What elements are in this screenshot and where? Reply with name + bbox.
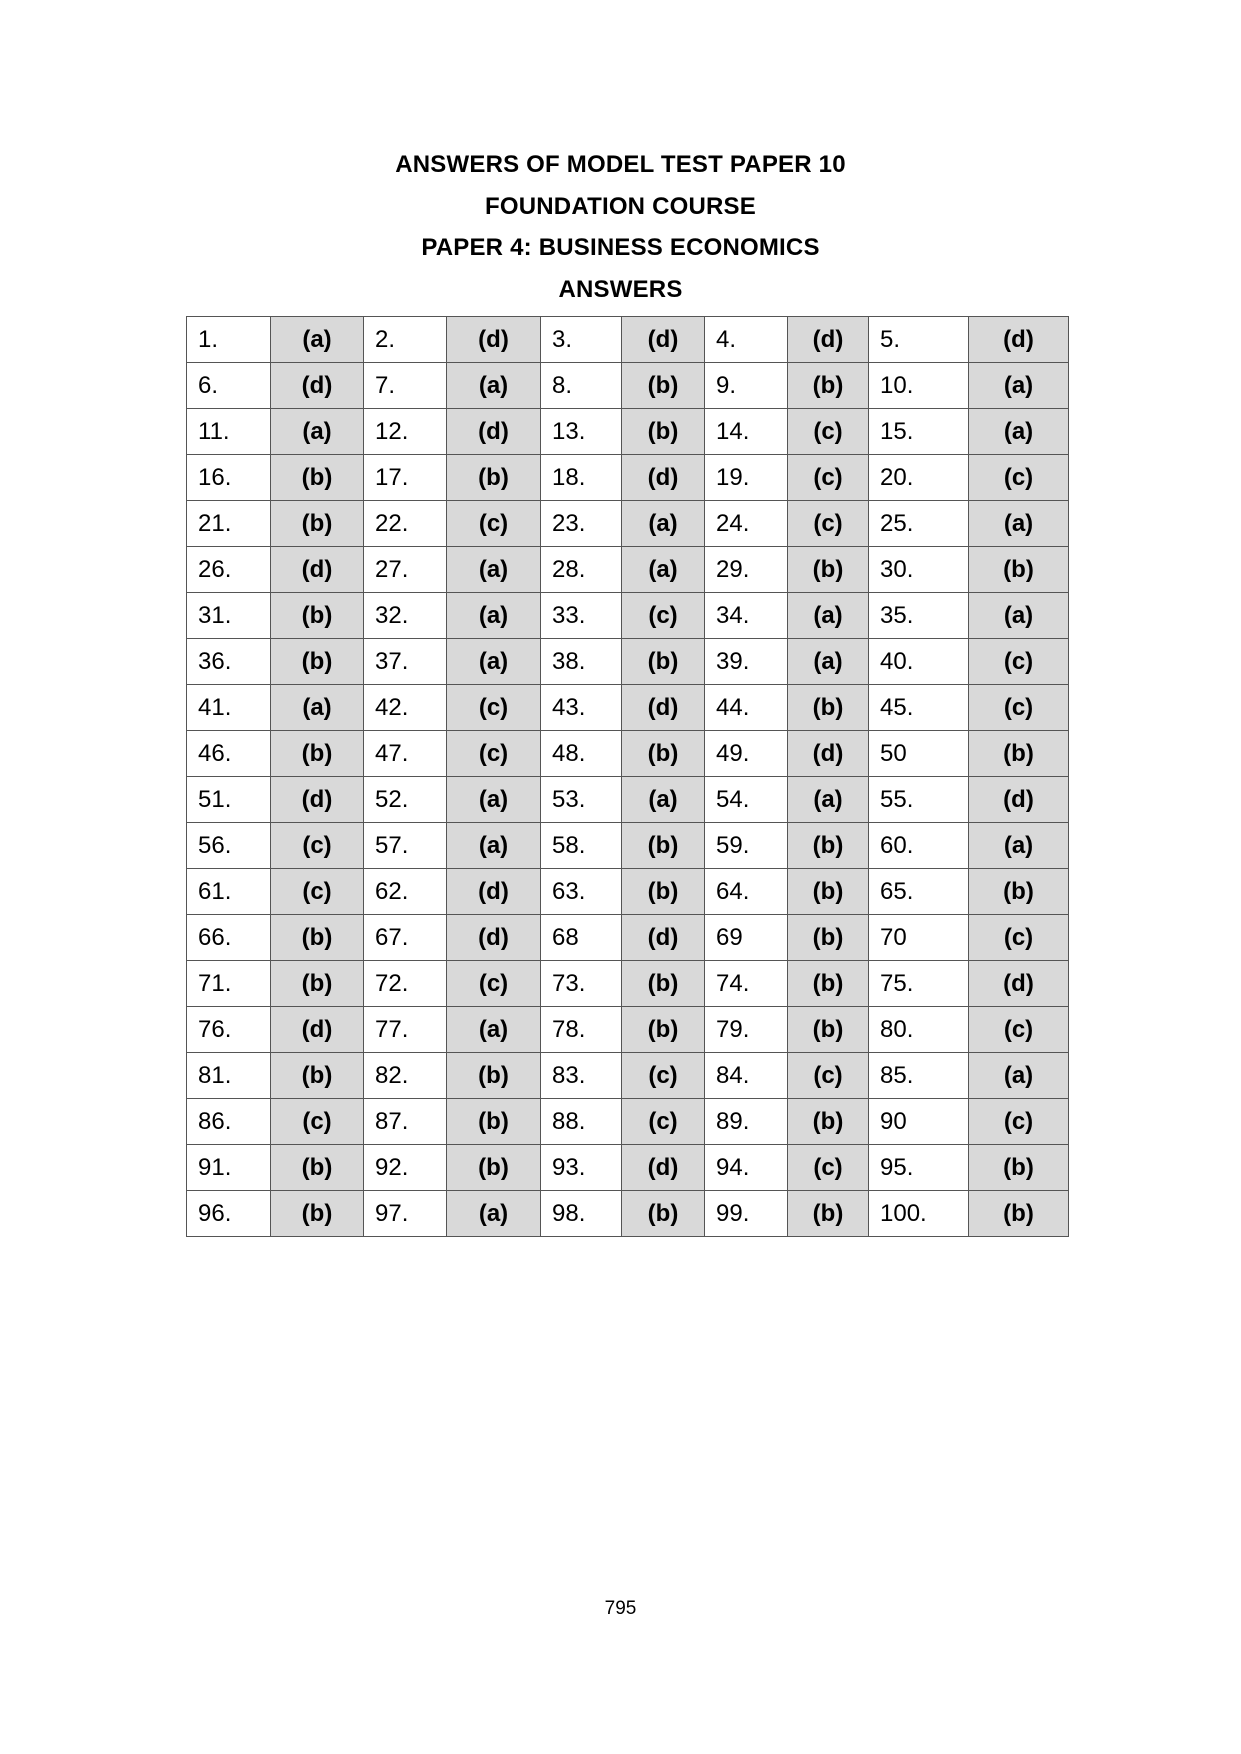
- answer-option-cell: (b): [271, 455, 364, 501]
- question-number-cell: 100.: [869, 1191, 969, 1237]
- question-number-cell: 22.: [364, 501, 447, 547]
- answer-option-cell: (c): [447, 961, 541, 1007]
- question-number-cell: 57.: [364, 823, 447, 869]
- answer-option-cell: (c): [271, 1099, 364, 1145]
- answer-option-cell: (c): [969, 639, 1069, 685]
- question-number-cell: 79.: [705, 1007, 788, 1053]
- answer-option-cell: (c): [969, 455, 1069, 501]
- question-number-cell: 64.: [705, 869, 788, 915]
- question-number-cell: 94.: [705, 1145, 788, 1191]
- answer-option-cell: (d): [447, 869, 541, 915]
- question-number-cell: 77.: [364, 1007, 447, 1053]
- answer-option-cell: (a): [622, 501, 705, 547]
- document-title: ANSWERS OF MODEL TEST PAPER 10: [395, 151, 846, 178]
- question-number-cell: 42.: [364, 685, 447, 731]
- question-number-cell: 68: [541, 915, 622, 961]
- question-number-cell: 7.: [364, 363, 447, 409]
- question-number-cell: 27.: [364, 547, 447, 593]
- question-number-cell: 14.: [705, 409, 788, 455]
- question-number-cell: 71.: [187, 961, 271, 1007]
- question-number-cell: 33.: [541, 593, 622, 639]
- question-number-cell: 53.: [541, 777, 622, 823]
- question-number-cell: 88.: [541, 1099, 622, 1145]
- question-number-cell: 85.: [869, 1053, 969, 1099]
- question-number-cell: 69: [705, 915, 788, 961]
- answer-option-cell: (b): [788, 1191, 869, 1237]
- question-number-cell: 66.: [187, 915, 271, 961]
- answer-option-cell: (d): [447, 409, 541, 455]
- table-row: [187, 363, 1069, 409]
- question-number-cell: 1.: [187, 317, 271, 363]
- answer-option-cell: (b): [271, 731, 364, 777]
- answer-option-cell: (a): [447, 593, 541, 639]
- question-number-cell: 37.: [364, 639, 447, 685]
- table-row: [187, 639, 1069, 685]
- question-number-cell: 80.: [869, 1007, 969, 1053]
- question-number-cell: 10.: [869, 363, 969, 409]
- answer-option-cell: (b): [447, 1053, 541, 1099]
- answer-option-cell: (c): [271, 869, 364, 915]
- answer-option-cell: (d): [271, 547, 364, 593]
- table-row: [187, 823, 1069, 869]
- question-number-cell: 5.: [869, 317, 969, 363]
- answer-option-cell: (b): [622, 869, 705, 915]
- answer-option-cell: (d): [271, 363, 364, 409]
- answer-option-cell: (a): [622, 547, 705, 593]
- answer-option-cell: (b): [788, 869, 869, 915]
- question-number-cell: 31.: [187, 593, 271, 639]
- answer-option-cell: (b): [969, 869, 1069, 915]
- question-number-cell: 93.: [541, 1145, 622, 1191]
- table-row: [187, 731, 1069, 777]
- question-number-cell: 65.: [869, 869, 969, 915]
- question-number-cell: 56.: [187, 823, 271, 869]
- answer-option-cell: (a): [447, 1007, 541, 1053]
- answer-option-cell: (a): [271, 409, 364, 455]
- answer-option-cell: (d): [271, 1007, 364, 1053]
- answer-option-cell: (a): [969, 501, 1069, 547]
- table-row: [187, 777, 1069, 823]
- answer-option-cell: (a): [271, 685, 364, 731]
- answer-option-cell: (b): [622, 1191, 705, 1237]
- question-number-cell: 75.: [869, 961, 969, 1007]
- table-row: [187, 1007, 1069, 1053]
- answer-option-cell: (c): [969, 1099, 1069, 1145]
- answer-option-cell: (b): [622, 1007, 705, 1053]
- question-number-cell: 60.: [869, 823, 969, 869]
- question-number-cell: 20.: [869, 455, 969, 501]
- answer-option-cell: (b): [969, 731, 1069, 777]
- table-row: [187, 685, 1069, 731]
- question-number-cell: 92.: [364, 1145, 447, 1191]
- question-number-cell: 54.: [705, 777, 788, 823]
- answer-option-cell: (d): [447, 915, 541, 961]
- answer-option-cell: (c): [447, 685, 541, 731]
- answer-option-cell: (c): [969, 685, 1069, 731]
- answer-option-cell: (a): [447, 639, 541, 685]
- question-number-cell: 36.: [187, 639, 271, 685]
- question-number-cell: 45.: [869, 685, 969, 731]
- question-number-cell: 4.: [705, 317, 788, 363]
- answer-option-cell: (b): [622, 363, 705, 409]
- question-number-cell: 81.: [187, 1053, 271, 1099]
- question-number-cell: 19.: [705, 455, 788, 501]
- answer-option-cell: (a): [447, 1191, 541, 1237]
- question-number-cell: 72.: [364, 961, 447, 1007]
- answer-option-cell: (b): [271, 501, 364, 547]
- answer-option-cell: (d): [969, 317, 1069, 363]
- answer-option-cell: (d): [271, 777, 364, 823]
- question-number-cell: 23.: [541, 501, 622, 547]
- answer-option-cell: (b): [622, 639, 705, 685]
- answer-option-cell: (d): [788, 731, 869, 777]
- question-number-cell: 21.: [187, 501, 271, 547]
- answer-option-cell: (b): [622, 731, 705, 777]
- answer-option-cell: (d): [447, 317, 541, 363]
- table-row: [187, 1191, 1069, 1237]
- question-number-cell: 62.: [364, 869, 447, 915]
- question-number-cell: 82.: [364, 1053, 447, 1099]
- course-name: FOUNDATION COURSE: [485, 193, 756, 220]
- answer-option-cell: (b): [788, 685, 869, 731]
- answer-option-cell: (b): [271, 1145, 364, 1191]
- question-number-cell: 25.: [869, 501, 969, 547]
- answer-option-cell: (d): [622, 685, 705, 731]
- answer-option-cell: (b): [788, 915, 869, 961]
- answer-option-cell: (a): [271, 317, 364, 363]
- answer-option-cell: (a): [788, 777, 869, 823]
- question-number-cell: 30.: [869, 547, 969, 593]
- answer-option-cell: (b): [271, 1053, 364, 1099]
- question-number-cell: 44.: [705, 685, 788, 731]
- question-number-cell: 87.: [364, 1099, 447, 1145]
- question-number-cell: 29.: [705, 547, 788, 593]
- question-number-cell: 28.: [541, 547, 622, 593]
- answer-option-cell: (a): [447, 363, 541, 409]
- question-number-cell: 67.: [364, 915, 447, 961]
- question-number-cell: 9.: [705, 363, 788, 409]
- answer-option-cell: (c): [447, 731, 541, 777]
- question-number-cell: 16.: [187, 455, 271, 501]
- answer-option-cell: (c): [622, 593, 705, 639]
- question-number-cell: 84.: [705, 1053, 788, 1099]
- table-row: [187, 593, 1069, 639]
- question-number-cell: 96.: [187, 1191, 271, 1237]
- answer-option-cell: (b): [622, 961, 705, 1007]
- question-number-cell: 55.: [869, 777, 969, 823]
- answer-option-cell: (c): [447, 501, 541, 547]
- answer-option-cell: (c): [788, 501, 869, 547]
- question-number-cell: 74.: [705, 961, 788, 1007]
- question-number-cell: 11.: [187, 409, 271, 455]
- table-row: [187, 961, 1069, 1007]
- answer-option-cell: (b): [622, 409, 705, 455]
- table-row: [187, 409, 1069, 455]
- answer-option-cell: (b): [788, 1099, 869, 1145]
- answer-option-cell: (b): [447, 1099, 541, 1145]
- answer-option-cell: (a): [622, 777, 705, 823]
- table-row: [187, 1099, 1069, 1145]
- answer-option-cell: (a): [969, 593, 1069, 639]
- answer-option-cell: (c): [788, 1053, 869, 1099]
- answer-option-cell: (b): [969, 1191, 1069, 1237]
- answer-option-cell: (b): [622, 823, 705, 869]
- answer-option-cell: (b): [788, 823, 869, 869]
- question-number-cell: 50: [869, 731, 969, 777]
- question-number-cell: 24.: [705, 501, 788, 547]
- answer-option-cell: (d): [969, 777, 1069, 823]
- answer-option-cell: (a): [447, 823, 541, 869]
- question-number-cell: 70: [869, 915, 969, 961]
- question-number-cell: 63.: [541, 869, 622, 915]
- question-number-cell: 34.: [705, 593, 788, 639]
- question-number-cell: 35.: [869, 593, 969, 639]
- table-row: [187, 317, 1069, 363]
- answer-option-cell: (b): [788, 547, 869, 593]
- answer-option-cell: (c): [622, 1053, 705, 1099]
- answer-option-cell: (a): [969, 363, 1069, 409]
- question-number-cell: 86.: [187, 1099, 271, 1145]
- table-row: [187, 501, 1069, 547]
- table-row: [187, 547, 1069, 593]
- question-number-cell: 3.: [541, 317, 622, 363]
- answer-option-cell: (c): [969, 915, 1069, 961]
- answer-option-cell: (d): [622, 317, 705, 363]
- answer-option-cell: (c): [622, 1099, 705, 1145]
- answer-option-cell: (b): [271, 593, 364, 639]
- question-number-cell: 32.: [364, 593, 447, 639]
- answer-option-cell: (a): [447, 547, 541, 593]
- answer-option-cell: (c): [788, 455, 869, 501]
- answer-option-cell: (b): [788, 961, 869, 1007]
- answer-option-cell: (a): [969, 409, 1069, 455]
- question-number-cell: 6.: [187, 363, 271, 409]
- question-number-cell: 47.: [364, 731, 447, 777]
- table-row: [187, 869, 1069, 915]
- question-number-cell: 58.: [541, 823, 622, 869]
- question-number-cell: 51.: [187, 777, 271, 823]
- question-number-cell: 76.: [187, 1007, 271, 1053]
- question-number-cell: 15.: [869, 409, 969, 455]
- answer-option-cell: (d): [969, 961, 1069, 1007]
- answer-option-cell: (a): [447, 777, 541, 823]
- question-number-cell: 12.: [364, 409, 447, 455]
- answer-option-cell: (d): [622, 1145, 705, 1191]
- table-row: [187, 915, 1069, 961]
- answer-option-cell: (b): [969, 1145, 1069, 1191]
- answer-option-cell: (b): [447, 1145, 541, 1191]
- question-number-cell: 59.: [705, 823, 788, 869]
- answer-option-cell: (c): [969, 1007, 1069, 1053]
- question-number-cell: 40.: [869, 639, 969, 685]
- question-number-cell: 26.: [187, 547, 271, 593]
- question-number-cell: 73.: [541, 961, 622, 1007]
- page-number: 795: [604, 1598, 637, 1619]
- question-number-cell: 13.: [541, 409, 622, 455]
- question-number-cell: 41.: [187, 685, 271, 731]
- question-number-cell: 38.: [541, 639, 622, 685]
- answer-option-cell: (c): [788, 409, 869, 455]
- question-number-cell: 95.: [869, 1145, 969, 1191]
- answer-option-cell: (a): [969, 823, 1069, 869]
- question-number-cell: 89.: [705, 1099, 788, 1145]
- question-number-cell: 2.: [364, 317, 447, 363]
- answer-option-cell: (b): [271, 1191, 364, 1237]
- answer-option-cell: (a): [788, 593, 869, 639]
- question-number-cell: 91.: [187, 1145, 271, 1191]
- question-number-cell: 99.: [705, 1191, 788, 1237]
- answer-option-cell: (b): [447, 455, 541, 501]
- answer-option-cell: (b): [969, 547, 1069, 593]
- question-number-cell: 8.: [541, 363, 622, 409]
- question-number-cell: 39.: [705, 639, 788, 685]
- answer-option-cell: (c): [271, 823, 364, 869]
- question-number-cell: 97.: [364, 1191, 447, 1237]
- question-number-cell: 17.: [364, 455, 447, 501]
- answer-option-cell: (d): [622, 455, 705, 501]
- question-number-cell: 78.: [541, 1007, 622, 1053]
- question-number-cell: 61.: [187, 869, 271, 915]
- answer-option-cell: (a): [969, 1053, 1069, 1099]
- question-number-cell: 90: [869, 1099, 969, 1145]
- table-row: [187, 455, 1069, 501]
- table-row: [187, 1145, 1069, 1191]
- answer-option-cell: (d): [788, 317, 869, 363]
- question-number-cell: 52.: [364, 777, 447, 823]
- answer-table-body: [187, 317, 1069, 1237]
- table-row: [187, 1053, 1069, 1099]
- answer-option-cell: (b): [271, 639, 364, 685]
- question-number-cell: 43.: [541, 685, 622, 731]
- answer-key-table: [186, 316, 1069, 1237]
- answer-option-cell: (b): [271, 915, 364, 961]
- answer-option-cell: (b): [788, 363, 869, 409]
- answer-option-cell: (b): [788, 1007, 869, 1053]
- paper-name: PAPER 4: BUSINESS ECONOMICS: [421, 234, 820, 261]
- question-number-cell: 83.: [541, 1053, 622, 1099]
- question-number-cell: 18.: [541, 455, 622, 501]
- answer-option-cell: (b): [271, 961, 364, 1007]
- question-number-cell: 98.: [541, 1191, 622, 1237]
- answer-option-cell: (c): [788, 1145, 869, 1191]
- section-heading: ANSWERS: [558, 276, 683, 303]
- question-number-cell: 48.: [541, 731, 622, 777]
- question-number-cell: 46.: [187, 731, 271, 777]
- question-number-cell: 49.: [705, 731, 788, 777]
- answer-option-cell: (a): [788, 639, 869, 685]
- answer-option-cell: (d): [622, 915, 705, 961]
